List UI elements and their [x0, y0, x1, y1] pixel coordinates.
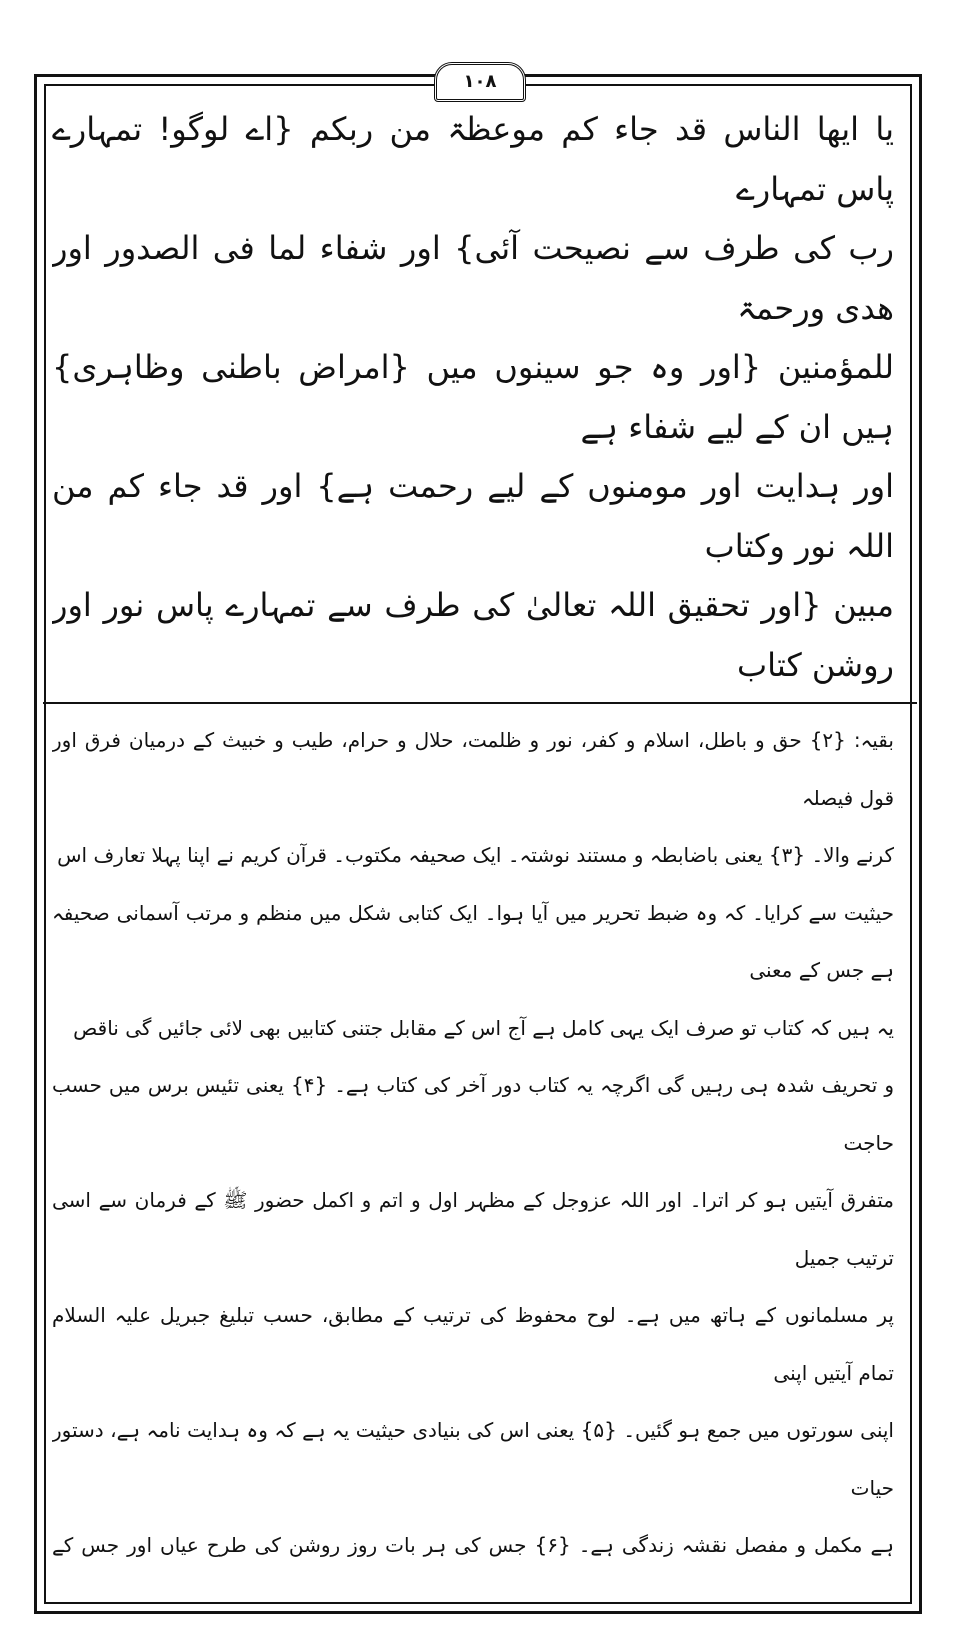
main-line: یا ایھا الناس قد جاء کم موعظۃ من ربکم {اے لوگو! تمہارے پاس تمہارے: [52, 110, 894, 208]
footnote-line: متفرق آیتیں ہو کر اترا۔ اور اللہ عزوجل کے مظہر اول و اتم و اکمل حضور ﷺ کے فرمان سے اسی ترتیب جمیل: [52, 1188, 894, 1270]
main-line: اور ہدایت اور مومنوں کے لیے رحمت ہے} اور قد جاء کم من اللہ نور وکتاب: [52, 467, 894, 565]
footnote-line: کرنے والا۔ {۳} یعنی باضابطہ و مستند نوشتہ۔ ایک صحیفہ مکتوب۔ قرآن کریم نے اپنا پہلا تعارف اس: [57, 843, 894, 867]
footnote-line: ہے مکمل و مفصل نقشہ زندگی ہے۔ {۶} جس کی ہر بات روز روشن کی طرح عیاں اور جس کے: [52, 1533, 894, 1557]
section-divider: [43, 702, 917, 704]
main-line: للمؤمنین {اور وہ جو سینوں میں {امراض باطنی وظاہری} ہیں ان کے لیے شفاء ہے: [52, 348, 894, 446]
main-line: مبین {اور تحقیق اللہ تعالیٰ کی طرف سے تمہارے پاس نور اور روشن کتاب: [52, 586, 894, 684]
footnote-line: بقیہ: {۲} حق و باطل، اسلام و کفر، نور و ظلمت، حلال و حرام، طیب و خبیث کے درمیان فرق اور قول فیصلہ: [52, 728, 894, 810]
footnote-line: پر مسلمانوں کے ہاتھ میں ہے۔ لوح محفوظ کی ترتیب کے مطابق، حسب تبلیغ جبریل علیہ السلام تمام آیتیں اپنی: [52, 1303, 894, 1385]
footnote-line: اپنی سورتوں میں جمع ہو گئیں۔ {۵} یعنی اس کی بنیادی حیثیت یہ ہے کہ وہ ہدایت نامہ ہے، دستور حیات: [52, 1418, 894, 1500]
footnote-line: حیثیت سے کرایا۔ کہ وہ ضبط تحریر میں آیا ہوا۔ ایک کتابی شکل میں منظم و مرتب آسمانی صحیفہ ہے جس کے معنی: [52, 900, 894, 982]
footnote-line: یہ ہیں کہ کتاب تو صرف ایک یہی کامل ہے آج اس کے مقابل جتنی کتابیں بھی لائی جائیں گی ناقص: [73, 1015, 894, 1040]
main-text-block: [52, 100, 894, 698]
page-number: ۱۰۸: [434, 62, 526, 102]
main-line: [52, 695, 894, 698]
main-line: رب کی طرف سے نصیحت آئی} اور شفاء لما فی الصدور اور ھدی ورحمۃ: [52, 229, 894, 327]
footnotes-block: [52, 712, 894, 1592]
footnote-line: و تحریف شدہ ہی رہیں گی اگرچہ یہ کتاب دور آخر کی کتاب ہے۔ {۴} یعنی تئیس برس میں حسب حاجت: [52, 1073, 894, 1155]
